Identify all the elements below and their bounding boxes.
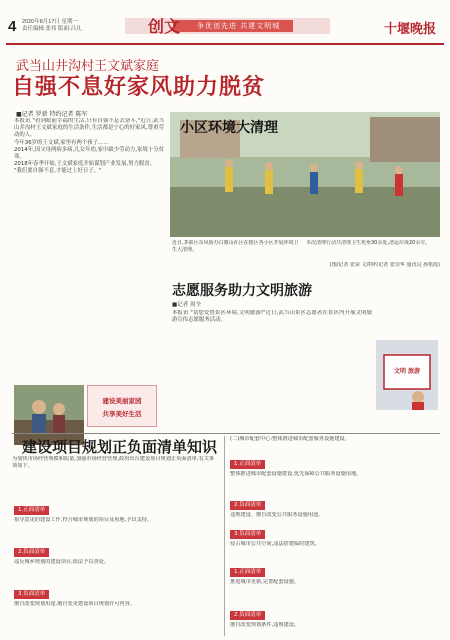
section-tag: 3.负面清单 [230, 530, 265, 539]
section-tag: 2.负面清单 [14, 548, 49, 557]
bottom-block-text: 整体推进城市配套设施建设,优先保障公共服务设施用地。 [230, 471, 362, 477]
column-title: 创文 [148, 17, 181, 36]
ad-line-1: 建设美丽家园 [102, 397, 142, 405]
lead-paragraph: 2014年,因父母两病多病,儿女年幼,家中缺少劳动力,家境十分贫寒。 [14, 146, 164, 161]
bottom-block-text: 违反城乡规划的建设项目,依法予以查处。 [14, 559, 110, 565]
volunteer-title: 志愿服务助力文明旅游 [172, 283, 312, 299]
right-intro: (二)城市配套中心:整体推进城市配套服务设施建设。 [230, 436, 350, 442]
volunteer-body: 本报讯 "请您爱惜景区环境,文明旅游!"近日,武当山景区志愿者在景区内开展文明旅游宣传志愿服务活动。 [172, 310, 372, 324]
bottom-block-text: 擅自改变规划条件,违规建设。 [230, 622, 300, 628]
lead-paragraph: "我们要自强不息,才能过上好日子。" [14, 168, 102, 175]
newspaper-brand: 十堰晚报 [383, 22, 436, 37]
column-divider [224, 436, 225, 636]
header-rule [6, 43, 444, 45]
volunteer-sign-text: 文明 旅游 [393, 368, 421, 375]
section-tag: 2.负面清单 [230, 501, 265, 510]
volunteer-photo [376, 340, 438, 410]
bottom-block-text: 推进城市更新,完善配套设施。 [230, 579, 300, 585]
photo-credit: (图/记者 张荣 文/特约记者 张崇华 通讯员 孙艳霞) [329, 262, 440, 268]
section-tag: 1.正面清单 [14, 506, 49, 515]
ad-line-2: 共享美好生活 [102, 410, 142, 418]
photo-caption-right: 本次清理行动共清理卫生死角30余处,清运垃圾20余车。 [306, 240, 431, 246]
bottom-block-text: 侵占城市公共空间,违法搭建临时建筑。 [230, 541, 320, 547]
volunteer-byline: ■记者 周全 [172, 302, 201, 308]
lead-byline: ■记者 罗新 特约记者 陈军 [16, 111, 88, 118]
slogan-ad [87, 385, 157, 427]
section-tag: 3.负面清单 [14, 590, 49, 599]
date-line: 2020年8月17日 星期一 责任编辑:张伟 版面:吕凡 [22, 19, 82, 32]
bottom-story-title: 建设项目规划正负面清单知识 [22, 438, 218, 456]
bottom-block-text: 违规建设、擅自改变公共服务设施用途。 [230, 512, 324, 518]
lead-paragraph: 今年36岁的王文斌,家里有两个孩子…… [14, 139, 109, 146]
bottom-intro: 为加快市场经营规模和质量,加强市场经营管理,政府出台建设项目规划正负面清单,有关事项如下。 [12, 456, 215, 469]
section-tag: 1.正面清单 [230, 460, 265, 469]
section-tag: 1.正面清单 [230, 568, 265, 577]
page-header [0, 0, 450, 44]
photo-story-title: 小区环境大清理 [180, 120, 278, 136]
lead-paragraph: 本报讯 "看到眼前幸福的生活,只有自强不息去奋斗,"近日,武当山井沟村王文斌家庭的生活条件,生活都是宁心的好家风,尊重劳动的人。 [14, 118, 164, 139]
lead-kicker: 武当山井沟村王文斌家庭 [16, 59, 160, 74]
photo-caption-left: 近日,茅箭区东风街办白塘山社区在辖区各小区开展环境卫生大清理。 [172, 240, 299, 253]
page-number: 4 [8, 18, 17, 35]
header-slogan: 争优创先进 共建文明城 [197, 22, 281, 30]
lead-headline: 自强不息好家风助力脱贫 [12, 74, 266, 100]
lead-body [14, 118, 164, 383]
section-tag: 2.负面清单 [230, 611, 265, 620]
section-divider [12, 433, 440, 434]
bottom-block-text: 擅自改变规划用途,擅自变更建设项目规划许可内容。 [14, 601, 135, 607]
bottom-block-text: 指导意见的建设工作,符合城市规划的项目及用地,予以支持。 [14, 517, 153, 523]
lead-paragraph: 2018年春季开始,王文斌家庭开始谋划产业发展,努力脱贫。 [14, 161, 156, 168]
